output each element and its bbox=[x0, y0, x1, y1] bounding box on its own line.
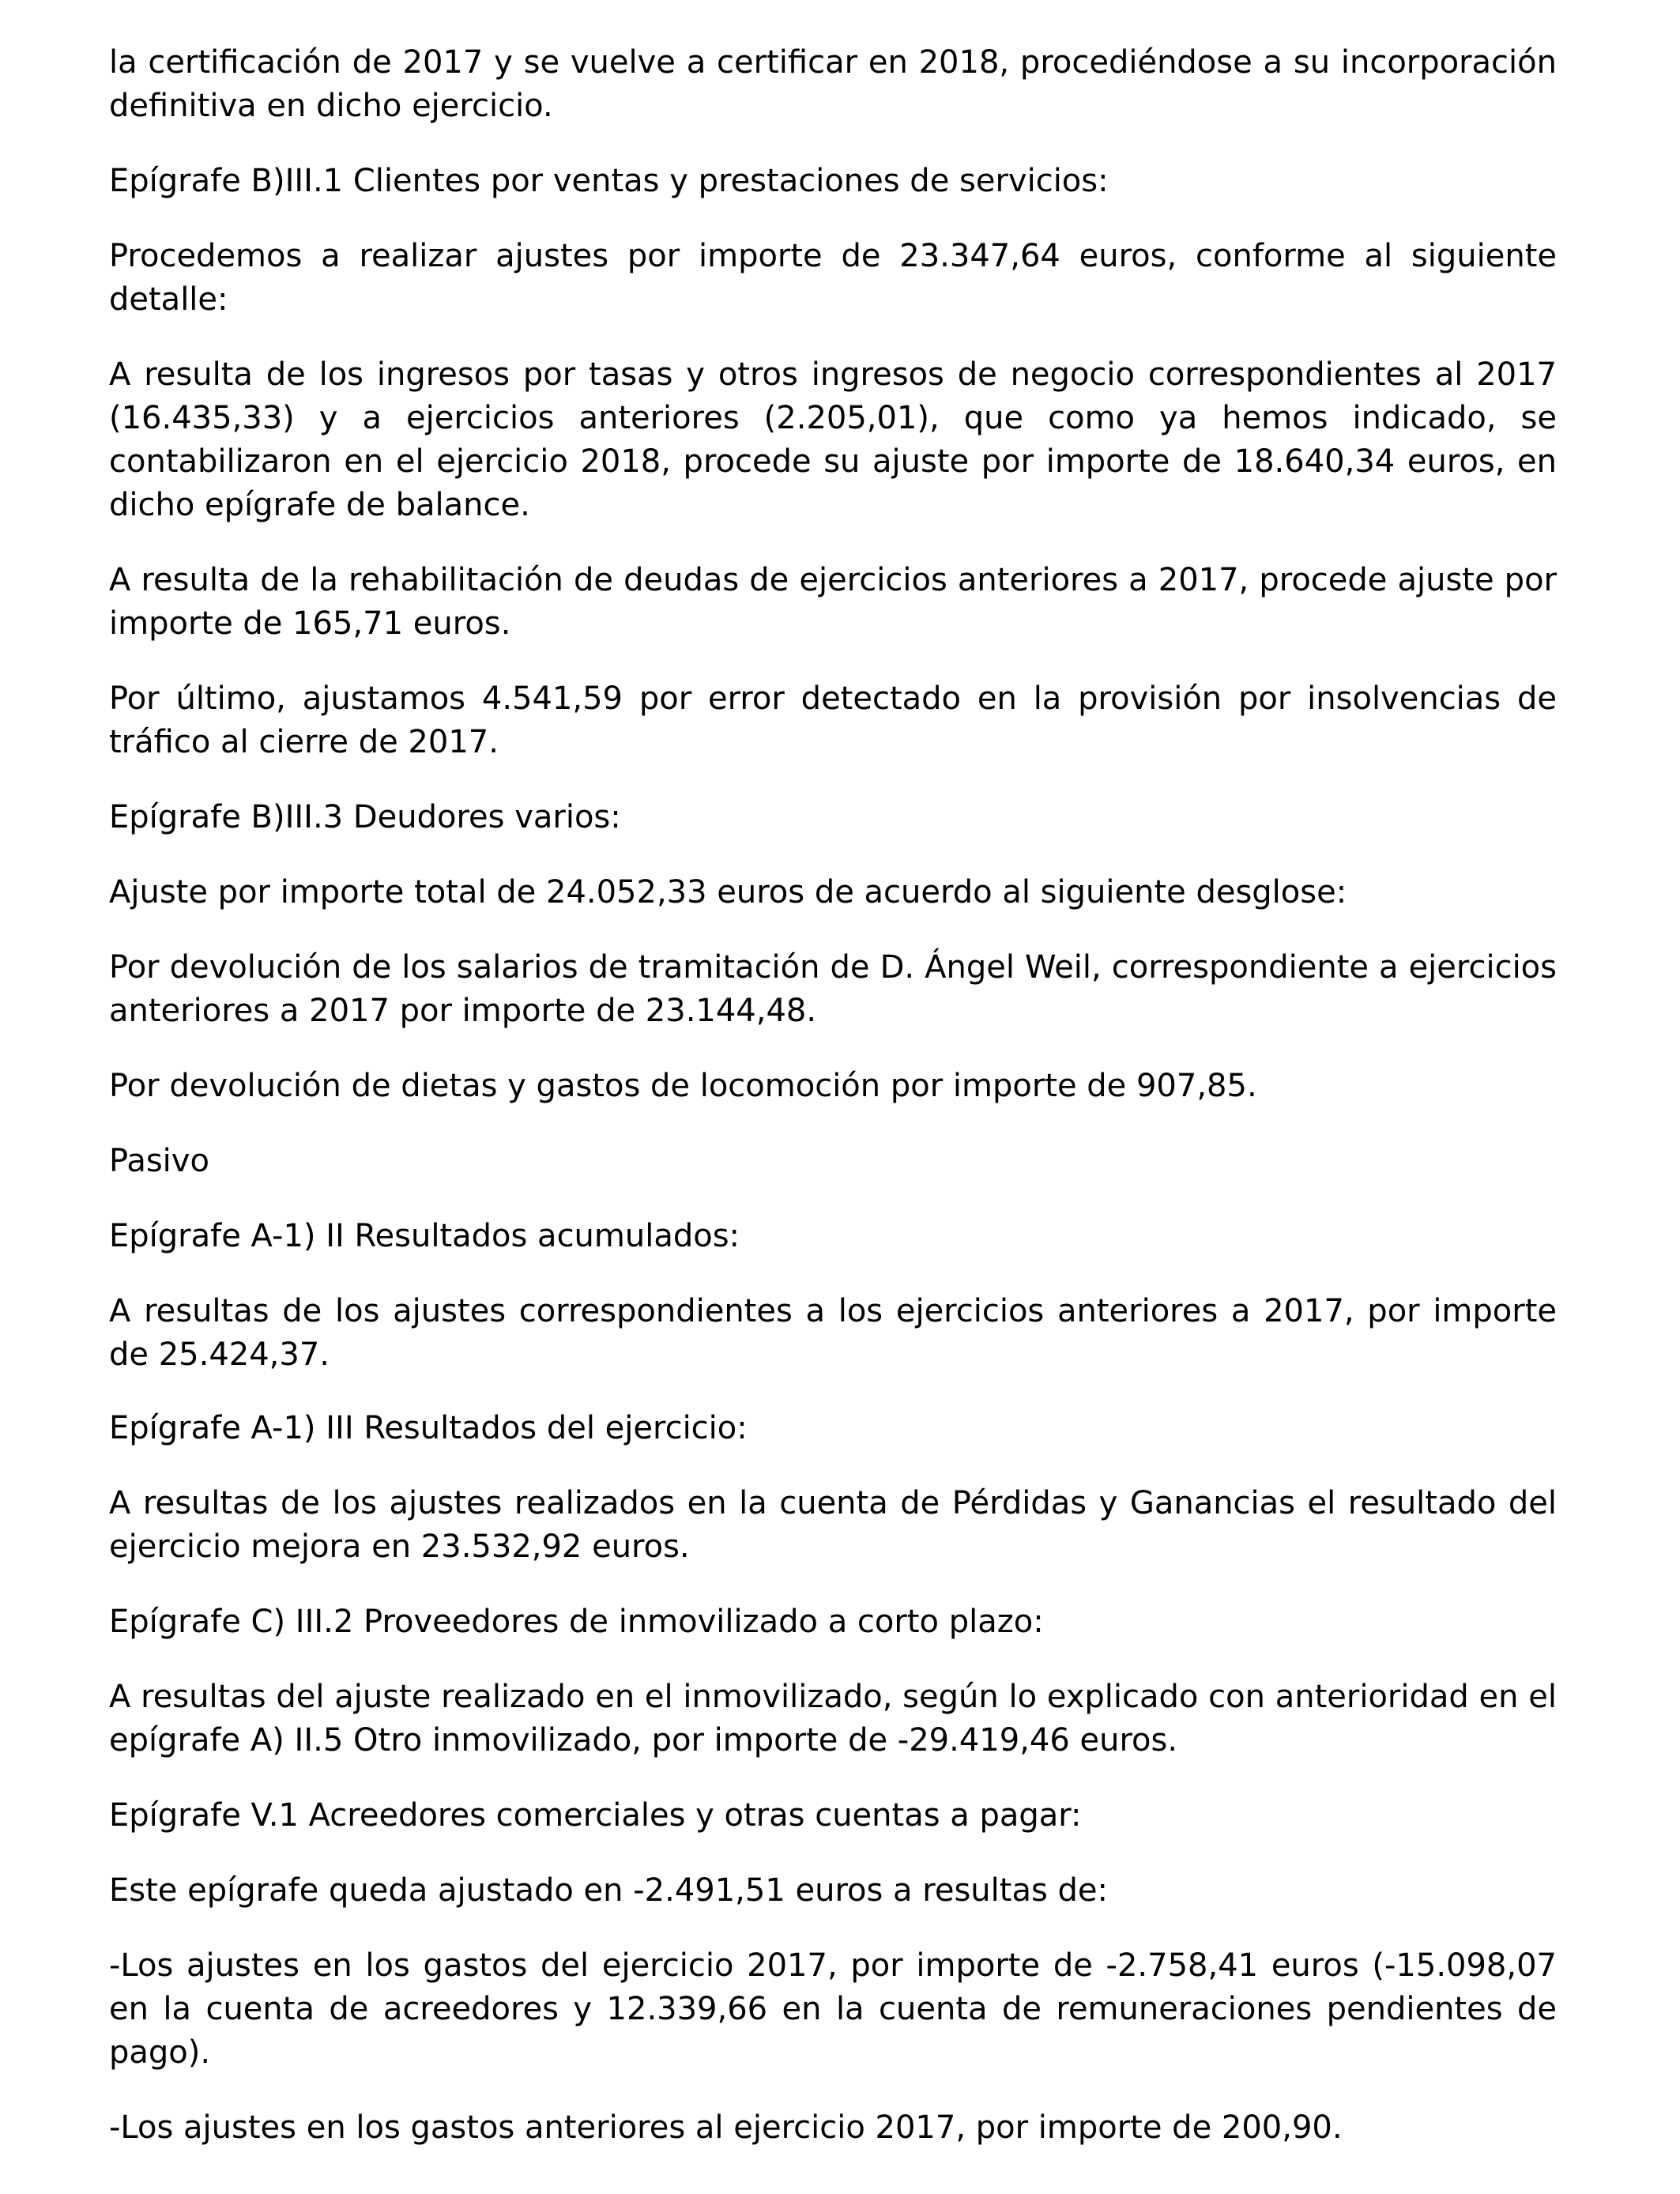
paragraph-provision-insolvencias: Por último, ajustamos 4.541,59 por error detectado en la provisión por insolvencias de tráfico al cierre de 2017. bbox=[109, 680, 1557, 760]
paragraph-ingresos-tasas: A resulta de los ingresos por tasas y otros ingresos de negocio correspondientes al 2017 (16.435,33) y a ejercicios anteriores (2.205,01), que como ya hemos indicado, se contabilizaron en el ejercicio 2018, procede su ajuste por importe de 18.640,34 euros, en dicho epígrafe de balance. bbox=[109, 356, 1557, 523]
heading-pasivo: Pasivo bbox=[109, 1143, 209, 1179]
paragraph-salarios-tramitacion: Por devolución de los salarios de tramitación de D. Ángel Weil, correspondiente a ejercicios anteriores a 2017 por importe de 23.144,48. bbox=[109, 949, 1557, 1029]
heading-resultados-acumulados: Epígrafe A-1) II Resultados acumulados: bbox=[109, 1218, 740, 1254]
list-item-gastos-anteriores: -Los ajustes en los gastos anteriores al ejercicio 2017, por importe de 200,90. bbox=[109, 2109, 1343, 2146]
paragraph-proveedores-inmovilizado: A resultas del ajuste realizado en el inmovilizado, según lo explicado con anterioridad en el epígrafe A) II.5 Otro inmovilizado, por importe de -29.419,46 euros. bbox=[109, 1679, 1557, 1759]
paragraph-rehabilitacion-deudas: A resulta de la rehabilitación de deudas de ejercicios anteriores a 2017, procede ajuste por importe de 165,71 euros. bbox=[109, 562, 1557, 642]
heading-clientes: Epígrafe B)III.1 Clientes por ventas y prestaciones de servicios: bbox=[109, 163, 1109, 199]
paragraph-acreedores-ajuste: Este epígrafe queda ajustado en -2.491,51 euros a resultas de: bbox=[109, 1872, 1108, 1909]
list-item-gastos-2017: -Los ajustes en los gastos del ejercicio 2017, por importe de -2.758,41 euros (-15.098,07 en la cuenta de acreedores y 12.339,66 en la cuenta de remuneraciones pendientes de pago). bbox=[109, 1947, 1557, 2071]
paragraph-resultados-ejercicio: A resultas de los ajustes realizados en la cuenta de Pérdidas y Ganancias el resultado del ejercicio mejora en 23.532,92 euros. bbox=[109, 1485, 1557, 1565]
heading-resultados-ejercicio: Epígrafe A-1) III Resultados del ejercicio: bbox=[109, 1410, 748, 1446]
heading-deudores-varios: Epígrafe B)III.3 Deudores varios: bbox=[109, 799, 621, 835]
paragraph-ajuste-deudores: Ajuste por importe total de 24.052,33 euros de acuerdo al siguiente desglose: bbox=[109, 874, 1347, 910]
paragraph-dietas: Por devolución de dietas y gastos de locomoción por importe de 907,85. bbox=[109, 1068, 1257, 1104]
paragraph-ajustes-clientes: Procedemos a realizar ajustes por importe de 23.347,64 euros, conforme al siguiente detalle: bbox=[109, 238, 1557, 318]
paragraph-continuation: la certificación de 2017 y se vuelve a certificar en 2018, procediéndose a su incorporación definitiva en dicho ejercicio. bbox=[109, 44, 1557, 124]
heading-proveedores-inmovilizado: Epígrafe C) III.2 Proveedores de inmovilizado a corto plazo: bbox=[109, 1604, 1044, 1640]
heading-acreedores-comerciales: Epígrafe V.1 Acreedores comerciales y otras cuentas a pagar: bbox=[109, 1797, 1082, 1834]
paragraph-resultados-acumulados: A resultas de los ajustes correspondientes a los ejercicios anteriores a 2017, por importe de 25.424,37. bbox=[109, 1293, 1557, 1373]
document-body bbox=[109, 41, 1557, 2181]
